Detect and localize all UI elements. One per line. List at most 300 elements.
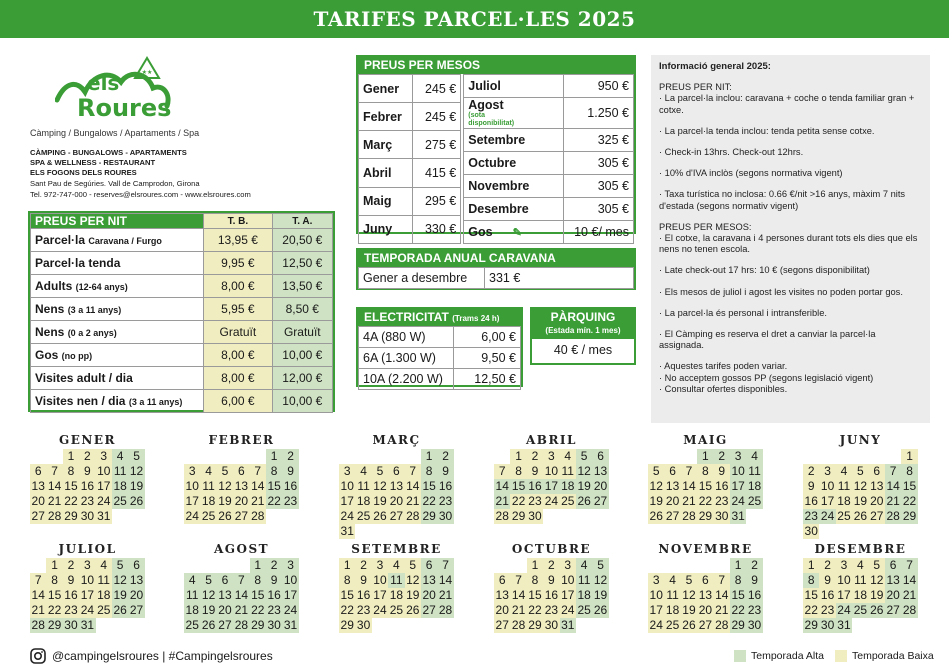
electricitat-title: ELECTRICITAT (Trams 24 h) — [358, 309, 521, 326]
preus-nit-box — [28, 211, 335, 412]
calendar-day: 11 — [113, 464, 127, 478]
mes-name: Desembre — [464, 198, 564, 221]
calendar-day: 4 — [388, 558, 404, 573]
calendar-day: 7 — [901, 558, 917, 573]
calendar-day: 5 — [592, 558, 608, 573]
calendar-day: 6 — [421, 558, 437, 573]
electricitat-price: 9,50 € — [454, 348, 521, 369]
logo-text-top: els — [87, 71, 120, 95]
calendar-day: 16 — [715, 479, 729, 493]
calendar-day: 8 — [527, 573, 543, 588]
preus-nit-tb: 13,95 € — [204, 229, 272, 252]
calendar-day: 9 — [63, 573, 79, 588]
calendar-day: 19 — [406, 588, 420, 602]
calendar-day: 3 — [543, 449, 559, 464]
month-grid — [30, 558, 145, 633]
electricitat-label: 10A (2.200 W) — [359, 369, 454, 390]
calendar-day: 2 — [437, 449, 453, 464]
info-title: Informació general 2025: — [659, 61, 771, 72]
month-grid — [648, 558, 763, 633]
calendar-day: 20 — [698, 603, 713, 617]
calendar-day: 13 — [495, 588, 509, 602]
calendar-day: 23 — [267, 603, 281, 617]
calendar-day: 31 — [561, 618, 575, 632]
calendar-day: 12 — [218, 479, 232, 493]
calendar-day: 26 — [577, 494, 591, 508]
instagram-icon — [30, 648, 46, 664]
info-paragraph: · Taxa turística no inclosa: 0.66 €/nit >16 anys, màxim 7 nits d'estada (segons normativ vigent) — [659, 189, 906, 211]
calendar-day: 8 — [250, 573, 266, 588]
calendar-day: 22 — [267, 494, 281, 508]
calendar-day: 21 — [682, 494, 696, 508]
els-roures-logo — [55, 52, 175, 132]
calendar-day: 16 — [544, 588, 559, 602]
calendar-day: 4 — [200, 464, 216, 479]
calendar-day: 10 — [544, 464, 559, 478]
mes-price: 305 € — [564, 175, 634, 198]
calendar-day: 5 — [112, 558, 128, 573]
calendar-7 — [184, 542, 299, 633]
calendar-day: 18 — [577, 588, 591, 602]
mes-name: Gos ✎ — [464, 221, 564, 244]
calendar-day: 9 — [437, 464, 453, 479]
calendar-day: 17 — [80, 588, 95, 602]
calendar-day: 25 — [356, 509, 371, 523]
calendar-day: 28 — [495, 509, 509, 523]
info-paragraph: · Late check-out 17 hrs: 10 € (segons disponibilitat) — [659, 265, 870, 276]
calendar-day: 31 — [97, 509, 111, 523]
calendar-day: 17 — [283, 588, 298, 602]
calendar-day: 1 — [803, 558, 819, 573]
calendar-day: 10 — [649, 588, 663, 602]
calendar-day: 14 — [234, 588, 249, 602]
calendar-day: 14 — [682, 479, 696, 493]
calendar-day: 21 — [47, 494, 62, 508]
calendar-day: 22 — [528, 603, 542, 617]
electricitat-price: 12,50 € — [454, 369, 521, 390]
calendar-day: 11 — [577, 573, 591, 587]
month-grid — [803, 558, 918, 633]
calendar-day: 3 — [730, 449, 746, 464]
preus-nit-row — [31, 390, 333, 413]
preus-nit-ta: 13,50 € — [272, 275, 332, 298]
calendar-day: 24 — [373, 603, 387, 617]
preus-nit-label: Adults (12-64 anys) — [31, 275, 204, 298]
calendar-day: 4 — [560, 449, 576, 464]
calendar-day: 6 — [494, 573, 510, 588]
info-paragraph: · La parcel·la tenda inclou: tenda petita sense cotxe. — [659, 125, 875, 136]
calendar-3 — [494, 433, 609, 524]
mes-name: Abril — [359, 159, 413, 187]
calendar-day: 28 — [406, 509, 420, 523]
calendar-day: 2 — [355, 558, 371, 573]
calendar-day: 12 — [649, 479, 663, 493]
calendar-day: 19 — [577, 479, 591, 493]
brand-tagline: Càmping / Bungalows / Apartaments / Spa — [30, 128, 200, 138]
preus-nit-row — [31, 298, 333, 321]
calendar-day: 28 — [715, 618, 729, 632]
calendar-day: 7 — [437, 558, 453, 573]
preus-nit-tb: 6,00 € — [204, 390, 272, 413]
calendar-day: 2 — [543, 558, 559, 573]
calendar-day: 1 — [527, 558, 543, 573]
calendar-day: 18 — [747, 479, 762, 493]
month-name: FEBRER — [208, 433, 275, 447]
calendar-day: 12 — [201, 588, 216, 602]
calendar-day: 3 — [836, 558, 852, 573]
mes-row — [359, 159, 461, 187]
calendar-day: 13 — [593, 464, 608, 478]
page-title: TARIFES PARCEL·LES 2025 — [0, 0, 949, 38]
info-paragraph: · 10% d'IVA inclòs (segons normativa vigent) — [659, 168, 843, 179]
info-paragraph: PREUS PER MESOS: · El cotxe, la caravana i 4 persones durant tots els dies que els nens no tenen escola. — [659, 221, 918, 255]
calendar-day: 16 — [528, 479, 542, 493]
calendar-day: 13 — [870, 479, 884, 493]
calendar-day: 28 — [682, 509, 696, 523]
calendar-day: 25 — [853, 603, 868, 617]
mes-row — [464, 152, 634, 175]
calendar-day: 30 — [544, 618, 559, 632]
calendar-day: 13 — [31, 479, 45, 493]
calendar-day: 8 — [730, 573, 746, 588]
calendar-day: 5 — [405, 558, 421, 573]
calendar-day: 21 — [438, 588, 453, 602]
calendar-day: 9 — [543, 573, 559, 588]
calendar-day: 30 — [715, 509, 729, 523]
preus-nit-row — [31, 275, 333, 298]
calendar-day: 19 — [870, 588, 884, 602]
calendar-day: 30 — [528, 509, 542, 523]
calendar-day: 7 — [714, 573, 730, 588]
footer-social — [30, 648, 273, 664]
logo-text-bottom: Roures — [77, 94, 172, 122]
calendar-day: 14 — [438, 573, 453, 587]
temporada-anual-box — [356, 248, 636, 290]
calendar-day: 8 — [510, 464, 526, 479]
calendar-day: 11 — [390, 573, 403, 587]
info-paragraph: · La parcel·la és personal i intransferible. — [659, 307, 827, 318]
calendar-day: 14 — [715, 588, 729, 602]
calendar-day: 11 — [202, 479, 215, 493]
calendar-day: 20 — [593, 479, 608, 493]
calendar-day: 3 — [372, 558, 388, 573]
calendar-day: 19 — [853, 494, 868, 508]
preus-nit-tb: 5,95 € — [204, 298, 272, 321]
calendar-day: 18 — [113, 479, 127, 493]
calendar-day: 21 — [234, 603, 249, 617]
calendar-day: 14 — [511, 588, 526, 602]
calendar-day: 20 — [495, 603, 509, 617]
social-handle: @campingelsroures | #Campingelsroures — [52, 649, 273, 663]
month-grid — [803, 449, 918, 539]
calendar-day: 25 — [185, 618, 199, 632]
calendar-day: 28 — [251, 509, 265, 523]
calendar-day: 24 — [561, 603, 575, 617]
calendar-day: 8 — [63, 464, 79, 479]
calendar-day: 12 — [682, 588, 696, 602]
mes-row — [359, 215, 461, 243]
calendar-day: 22 — [804, 603, 818, 617]
mes-row — [359, 131, 461, 159]
calendar-day: 30 — [820, 618, 835, 632]
preus-nit-ta: 12,00 € — [272, 367, 332, 390]
calendar-day: 21 — [902, 588, 917, 602]
calendar-day: 17 — [820, 494, 835, 508]
calendar-day: 27 — [389, 509, 404, 523]
calendar-day: 10 — [97, 464, 111, 478]
calendar-day: 26 — [129, 494, 144, 508]
info-general — [651, 55, 930, 423]
calendar-day: 1 — [421, 449, 437, 464]
calendar-day: 1 — [46, 558, 62, 573]
calendar-day: 15 — [528, 588, 542, 602]
calendar-day: 9 — [527, 464, 543, 479]
month-grid — [339, 558, 454, 633]
calendar-day: 9 — [266, 573, 282, 588]
calendar-day: 8 — [266, 464, 282, 479]
calendar-day: 26 — [593, 603, 608, 617]
calendar-day: 20 — [665, 494, 680, 508]
calendar-4 — [648, 433, 763, 524]
calendar-8 — [339, 542, 454, 633]
calendar-day: 22 — [47, 603, 62, 617]
mes-price: 275 € — [413, 131, 461, 159]
preus-nit-row — [31, 367, 333, 390]
calendar-day: 6 — [233, 464, 249, 479]
calendar-day: 24 — [97, 494, 111, 508]
calendar-day: 10 — [340, 479, 354, 493]
calendar-day: 25 — [665, 618, 680, 632]
calendar-day: 17 — [97, 479, 111, 493]
calendar-day: 27 — [129, 603, 144, 617]
calendar-day: 21 — [886, 494, 900, 508]
preus-nit-row — [31, 321, 333, 344]
calendar-day: 20 — [886, 588, 900, 602]
calendar-day: 23 — [820, 603, 835, 617]
calendar-day: 25 — [747, 494, 762, 508]
calendar-day: 12 — [406, 573, 420, 587]
calendar-day: 16 — [820, 588, 835, 602]
calendar-day: 30 — [747, 618, 762, 632]
calendar-day: 7 — [681, 464, 697, 479]
preus-nit-label: Visites adult / dia — [31, 367, 204, 390]
calendar-day: 27 — [698, 618, 713, 632]
calendar-day: 17 — [837, 588, 851, 602]
calendar-day: 29 — [511, 509, 526, 523]
calendar-day: 16 — [267, 588, 281, 602]
calendar-10 — [648, 542, 763, 633]
calendar-day: 15 — [511, 479, 526, 493]
calendar-day: 14 — [902, 573, 917, 587]
calendar-day: 19 — [593, 588, 608, 602]
brand-contact: Sant Pau de Segúries. Vall de Camprodon, Girona Tel. 972-747-000 - reserves@elsroures.com - www.elsroures.com — [30, 179, 251, 199]
calendar-day: 31 — [340, 524, 354, 538]
calendar-day: 13 — [698, 588, 713, 602]
calendar-day: 16 — [747, 588, 762, 602]
calendar-day: 3 — [648, 573, 664, 588]
calendar-day: 9 — [746, 573, 762, 588]
month-grid — [184, 558, 299, 633]
calendar-day: 28 — [511, 618, 526, 632]
calendar-day: 6 — [592, 449, 608, 464]
calendar-day: 14 — [251, 479, 265, 493]
calendar-day: 10 — [373, 573, 387, 587]
calendar-day: 4 — [852, 558, 868, 573]
mes-price: 295 € — [413, 187, 461, 215]
calendar-day: 21 — [31, 603, 45, 617]
electricitat-row — [359, 369, 521, 390]
calendar-day: 11 — [357, 479, 370, 493]
calendar-day: 29 — [47, 618, 62, 632]
mes-price: 245 € — [413, 75, 461, 103]
anual-price: 331 € — [485, 268, 634, 289]
preus-nit-row — [31, 229, 333, 252]
legend-baixa: Temporada Baixa — [835, 650, 934, 662]
mes-row — [464, 98, 634, 129]
calendar-day: 25 — [97, 603, 111, 617]
preus-nit-tb: 8,00 € — [204, 367, 272, 390]
calendar-day: 5 — [681, 573, 697, 588]
calendar-day: 6 — [30, 464, 46, 479]
calendar-day: 2 — [819, 558, 835, 573]
calendar-day: 19 — [682, 603, 696, 617]
calendar-day: 25 — [113, 494, 127, 508]
calendar-day: 28 — [47, 509, 62, 523]
calendar-day: 30 — [438, 509, 453, 523]
calendar-day: 1 — [63, 449, 79, 464]
calendar-day: 16 — [438, 479, 453, 493]
electricitat-row — [359, 348, 521, 369]
calendar-day: 6 — [128, 558, 144, 573]
calendar-day: 15 — [698, 479, 713, 493]
calendar-day: 12 — [870, 573, 884, 587]
calendar-day: 26 — [649, 509, 663, 523]
col-tb: T. B. — [204, 214, 272, 229]
preus-nit-table — [30, 213, 333, 413]
calendar-day: 10 — [731, 464, 745, 478]
calendar-11 — [803, 542, 918, 633]
info-paragraph: · Check-in 13hrs. Check-out 12hrs. — [659, 147, 804, 158]
calendar-day: 10 — [80, 573, 95, 587]
preus-nit-label: Visites nen / dia (3 a 11 anys) — [31, 390, 204, 413]
calendar-day: 29 — [340, 618, 354, 632]
calendar-day: 22 — [64, 494, 78, 508]
brand-services: CÀMPING - BUNGALOWS - APARTAMENTS SPA & WELLNESS - RESTAURANT ELS FOGONS DELS ROURES — [30, 148, 187, 177]
calendar-day: 24 — [731, 494, 745, 508]
calendar-day: 1 — [510, 449, 526, 464]
mes-name: Setembre — [464, 129, 564, 152]
calendar-day: 30 — [356, 618, 371, 632]
calendar-day: 13 — [886, 573, 900, 587]
dog-icon: ✎ — [512, 227, 522, 239]
calendar-day: 19 — [373, 494, 387, 508]
calendar-day: 26 — [373, 509, 387, 523]
calendar-day: 4 — [112, 449, 128, 464]
calendar-day: 27 — [422, 603, 436, 617]
calendar-day: 18 — [853, 588, 868, 602]
preus-nit-tb: 9,95 € — [204, 252, 272, 275]
calendar-day: 15 — [340, 588, 354, 602]
preus-nit-title: PREUS PER NIT — [31, 214, 204, 229]
calendar-day: 29 — [64, 509, 78, 523]
calendar-day: 3 — [79, 558, 95, 573]
calendar-day: 6 — [664, 464, 680, 479]
calendar-day: 7 — [494, 464, 510, 479]
calendar-day: 22 — [251, 603, 265, 617]
preus-mesos-right — [463, 74, 634, 244]
mes-name: Novembre — [464, 175, 564, 198]
calendar-day: 2 — [803, 464, 819, 479]
calendar-day: 19 — [649, 494, 663, 508]
calendar-day: 5 — [869, 558, 885, 573]
mes-row — [464, 221, 634, 244]
calendar-day: 17 — [373, 588, 387, 602]
calendar-day: 29 — [902, 509, 917, 523]
month-name: DESEMBRE — [814, 542, 907, 556]
electricitat-box — [356, 307, 523, 387]
calendar-day: 31 — [283, 618, 298, 632]
calendar-day: 22 — [340, 603, 354, 617]
mes-row — [359, 75, 461, 103]
electricitat-price: 6,00 € — [454, 327, 521, 348]
calendar-day: 9 — [819, 573, 835, 588]
calendar-day: 30 — [64, 618, 78, 632]
calendar-day: 18 — [389, 588, 404, 602]
calendar-day: 27 — [870, 509, 884, 523]
mes-price: 1.250 € — [564, 98, 634, 129]
calendar-day: 7 — [30, 573, 46, 588]
calendar-day: 29 — [251, 618, 265, 632]
temporada-anual-title: TEMPORADA ANUAL CARAVANA — [358, 250, 634, 267]
mes-name: Març — [359, 131, 413, 159]
calendar-day: 17 — [185, 494, 199, 508]
calendar-day: 30 — [80, 509, 95, 523]
calendar-day: 15 — [47, 588, 62, 602]
calendar-day: 13 — [665, 479, 680, 493]
calendar-day: 5 — [576, 449, 592, 464]
calendar-day: 20 — [31, 494, 45, 508]
calendar-day: 15 — [64, 479, 78, 493]
calendar-day: 4 — [355, 464, 371, 479]
calendar-9 — [494, 542, 609, 633]
calendar-day: 30 — [267, 618, 281, 632]
calendar-day: 6 — [388, 464, 404, 479]
month-grid — [30, 449, 145, 524]
calendar-day: 21 — [715, 603, 729, 617]
month-grid — [494, 558, 609, 633]
calendar-day: 17 — [340, 494, 354, 508]
month-name: GENER — [59, 433, 116, 447]
legend-alta-swatch — [734, 650, 746, 662]
mes-name: Agost (sota disponibilitat) — [464, 98, 564, 129]
calendar-day: 3 — [339, 464, 355, 479]
calendar-day: 5 — [128, 449, 144, 464]
parquing-price: 40 € / mes — [553, 343, 613, 357]
calendar-day: 10 — [283, 573, 298, 587]
parquing-box — [530, 307, 636, 365]
calendar-day: 4 — [96, 558, 112, 573]
calendar-0 — [30, 433, 145, 524]
mes-row — [464, 129, 634, 152]
calendar-day: 20 — [129, 588, 144, 602]
preus-nit-row — [31, 252, 333, 275]
calendar-day: 26 — [853, 509, 868, 523]
calendar-day: 6 — [697, 573, 713, 588]
calendar-day: 2 — [527, 449, 543, 464]
mes-row — [359, 187, 461, 215]
preus-nit-label: Parcel·la Caravana / Furgo — [31, 229, 204, 252]
calendar-day: 12 — [373, 479, 387, 493]
